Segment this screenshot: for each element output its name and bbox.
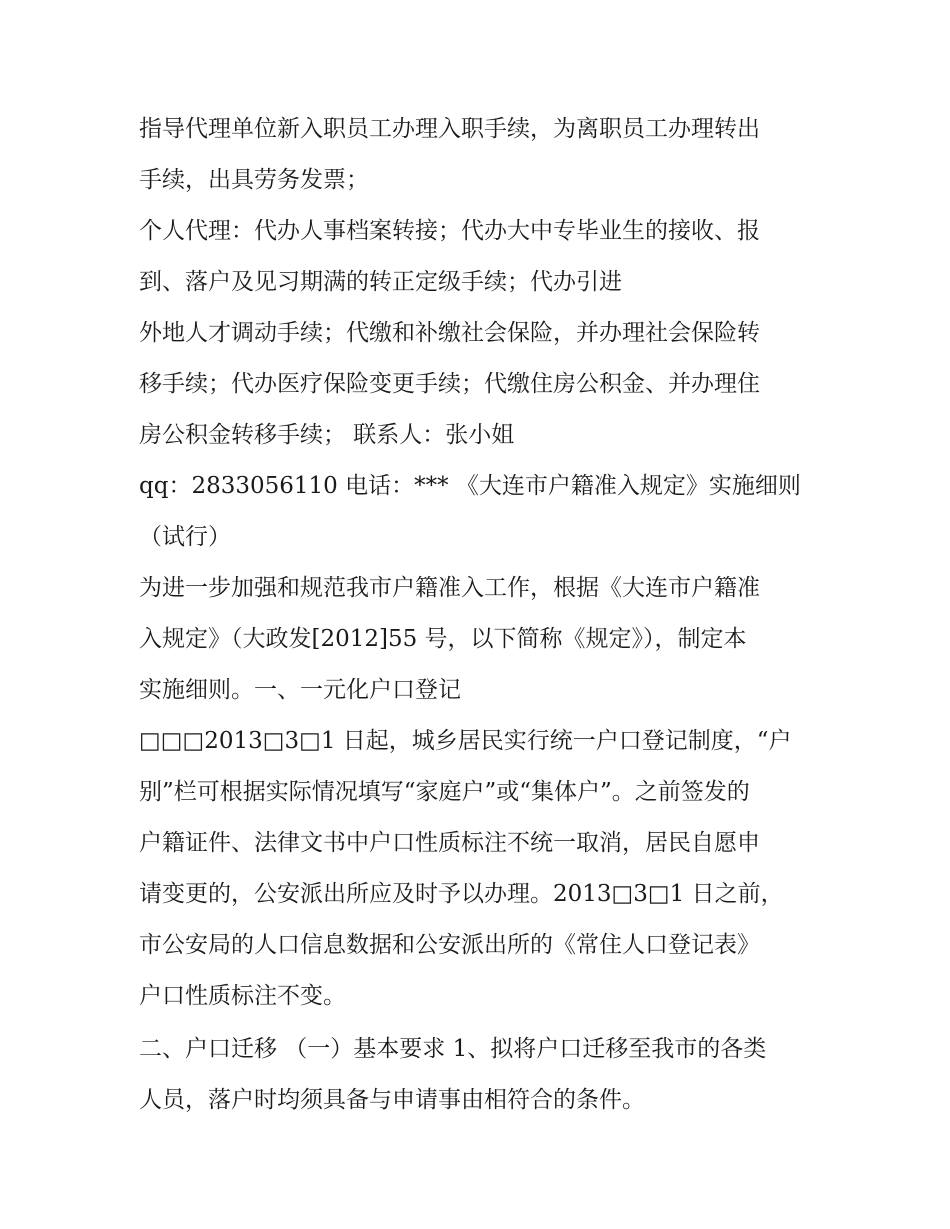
text-line: 人员，落户时均须具备与申请事由相符合的条件。 [139,1087,645,1113]
text-line: 实施细则。一、一元化户口登记 [139,677,461,703]
text-line: 请变更的，公安派出所应及时予以办理。2013□3□1 日之前， [139,881,784,907]
text-line: 户籍证件、法律文书中户口性质标注不统一取消，居民自愿申 [139,830,760,856]
text-line: 指导代理单位新入职员工办理入职手续，为离职员工办理转出 [139,116,760,142]
text-line: 市公安局的人口信息数据和公安派出所的《常住人口登记表》 [139,932,760,958]
text-line: 房公积金转移手续； 联系人：张小姐 [139,422,515,448]
text-line: 户口性质标注不变。 [139,983,346,1009]
document-body [139,104,829,1126]
text-line: 外地人才调动手续；代缴和补缴社会保险，并办理社会保险转 [139,320,760,346]
text-line: 到、落户及见习期满的转正定级手续；代办引进 [139,269,622,295]
text-line: 手续，出具劳务发票； [139,167,369,193]
text-line: 别”栏可根据实际情况填写“家庭户”或“集体户”。之前签发的 [139,779,750,805]
text-line: □□□2013□3□1 日起，城乡居民实行统一户口登记制度，“户 [139,728,792,754]
text-line: 入规定》（大政发[2012]55 号，以下简称《规定》），制定本 [139,626,747,652]
text-line: 为进一步加强和规范我市户籍准入工作，根据《大连市户籍准 [139,575,760,601]
text-line: qq：2833056110 电话：*** 《大连市户籍准入规定》实施细则 [139,473,801,499]
text-line: （试行） [139,524,231,550]
text-line: 个人代理：代办人事档案转接；代办大中专毕业生的接收、报 [139,218,760,244]
text-line: 移手续；代办医疗保险变更手续；代缴住房公积金、并办理住 [139,371,760,397]
text-line: 二、户口迁移 （一）基本要求 1、拟将户口迁移至我市的各类 [139,1036,767,1062]
